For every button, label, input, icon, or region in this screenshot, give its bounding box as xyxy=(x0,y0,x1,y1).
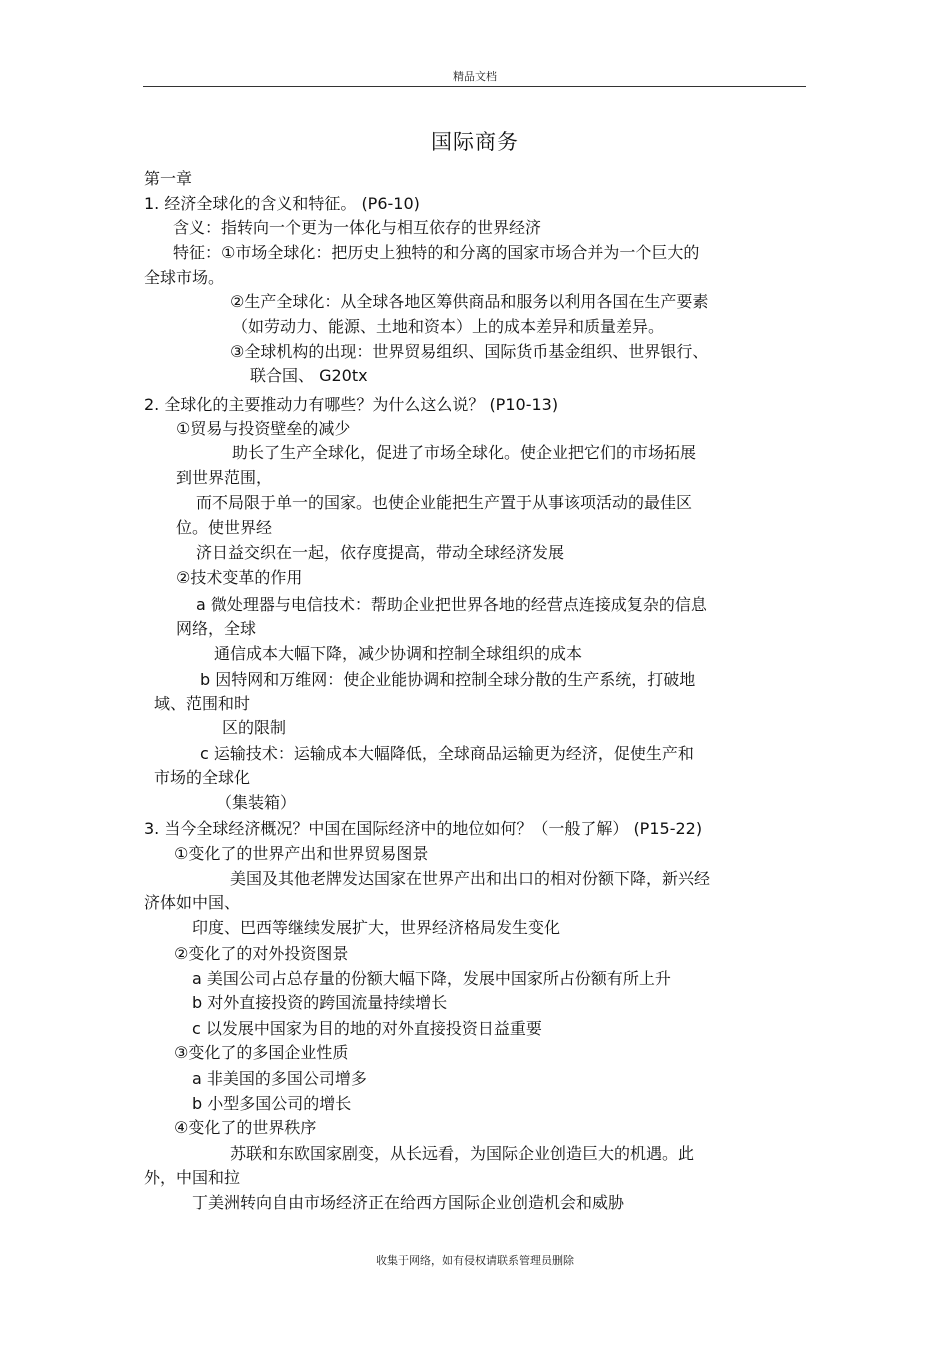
chapter-heading: 第一章 xyxy=(144,169,193,188)
text-line: 苏联和东欧国家剧变，从长远看，为国际企业创造巨大的机遇。此 xyxy=(230,1144,695,1163)
text-line: c 以发展中国家为目的地的对外直接投资日益重要 xyxy=(192,1019,542,1038)
text-line: 美国及其他老牌发达国家在世界产出和出口的相对份额下降，新兴经 xyxy=(230,869,711,888)
question-3: 3. 当今全球经济概况？中国在国际经济中的地位如何？（一般了解） (P15-22) xyxy=(144,819,703,838)
text-line: b 因特网和万维网：使企业能协调和控制全球分散的生产系统，打破地 xyxy=(200,670,696,689)
page-header: 精品文档 xyxy=(453,70,497,83)
text-line: 济体如中国、 xyxy=(144,893,241,912)
text-line: （集装箱） xyxy=(216,793,297,812)
text-line: 丁美洲转向自由市场经济正在给西方国际企业创造机会和威胁 xyxy=(192,1193,625,1212)
header-rule xyxy=(143,86,806,87)
text-line: ①贸易与投资壁垒的减少 xyxy=(176,419,351,438)
text-line: 到世界范围， xyxy=(176,468,273,487)
text-line: c 运输技术：运输成本大幅降低，全球商品运输更为经济，促使生产和 xyxy=(200,744,694,763)
text-line: 而不局限于单一的国家。也使企业能把生产置于从事该项活动的最佳区 xyxy=(196,493,693,512)
text-line: ③全球机构的出现：世界贸易组织、国际货币基金组织、世界银行、 xyxy=(230,342,709,361)
text-line: 位。使世界经 xyxy=(176,518,273,537)
text-line: a 美国公司占总存量的份额大幅下降，发展中国家所占份额有所上升 xyxy=(192,969,671,988)
text-line: （如劳动力、能源、土地和资本）上的成本差异和质量差异。 xyxy=(232,317,665,336)
text-line: 含义：指转向一个更为一体化与相互依存的世界经济 xyxy=(173,218,542,237)
text-line: 域、范围和时 xyxy=(154,694,251,713)
text-line: 印度、巴西等继续发展扩大，世界经济格局发生变化 xyxy=(192,918,561,937)
text-line: ②技术变革的作用 xyxy=(176,568,303,587)
document-title: 国际商务 xyxy=(431,130,519,154)
question-1: 1. 经济全球化的含义和特征。 (P6-10) xyxy=(144,194,420,213)
text-line: ③变化了的多国企业性质 xyxy=(174,1043,349,1062)
text-line: ②生产全球化：从全球各地区筹供商品和服务以利用各国在生产要素 xyxy=(230,292,709,311)
text-line: a 非美国的多国公司增多 xyxy=(192,1069,367,1088)
text-line: a 微处理器与电信技术：帮助企业把世界各地的经营点连接成复杂的信息 xyxy=(196,595,707,614)
text-line: 市场的全球化 xyxy=(154,768,251,787)
text-line: b 对外直接投资的跨国流量持续增长 xyxy=(192,993,448,1012)
text-line: ④变化了的世界秩序 xyxy=(174,1118,317,1137)
page-footer: 收集于网络，如有侵权请联系管理员删除 xyxy=(376,1254,574,1267)
text-line: 通信成本大幅下降，减少协调和控制全球组织的成本 xyxy=(214,644,583,663)
text-line: 区的限制 xyxy=(222,718,287,737)
text-line: 联合国、 G20tx xyxy=(250,366,368,385)
text-line: b 小型多国公司的增长 xyxy=(192,1094,352,1113)
text-line: 特征：①市场全球化：把历史上独特的和分离的国家市场合并为一个巨大的 xyxy=(173,243,700,262)
question-2: 2. 全球化的主要推动力有哪些？为什么这么说？ (P10-13) xyxy=(144,395,559,414)
text-line: 助长了生产全球化，促进了市场全球化。使企业把它们的市场拓展 xyxy=(232,443,697,462)
text-line: 全球市场。 xyxy=(144,268,225,287)
text-line: 济日益交织在一起，依存度提高，带动全球经济发展 xyxy=(196,543,565,562)
text-line: ①变化了的世界产出和世界贸易图景 xyxy=(174,844,429,863)
text-line: ②变化了的对外投资图景 xyxy=(174,944,349,963)
text-line: 网络，全球 xyxy=(176,619,257,638)
text-line: 外，中国和拉 xyxy=(144,1168,241,1187)
